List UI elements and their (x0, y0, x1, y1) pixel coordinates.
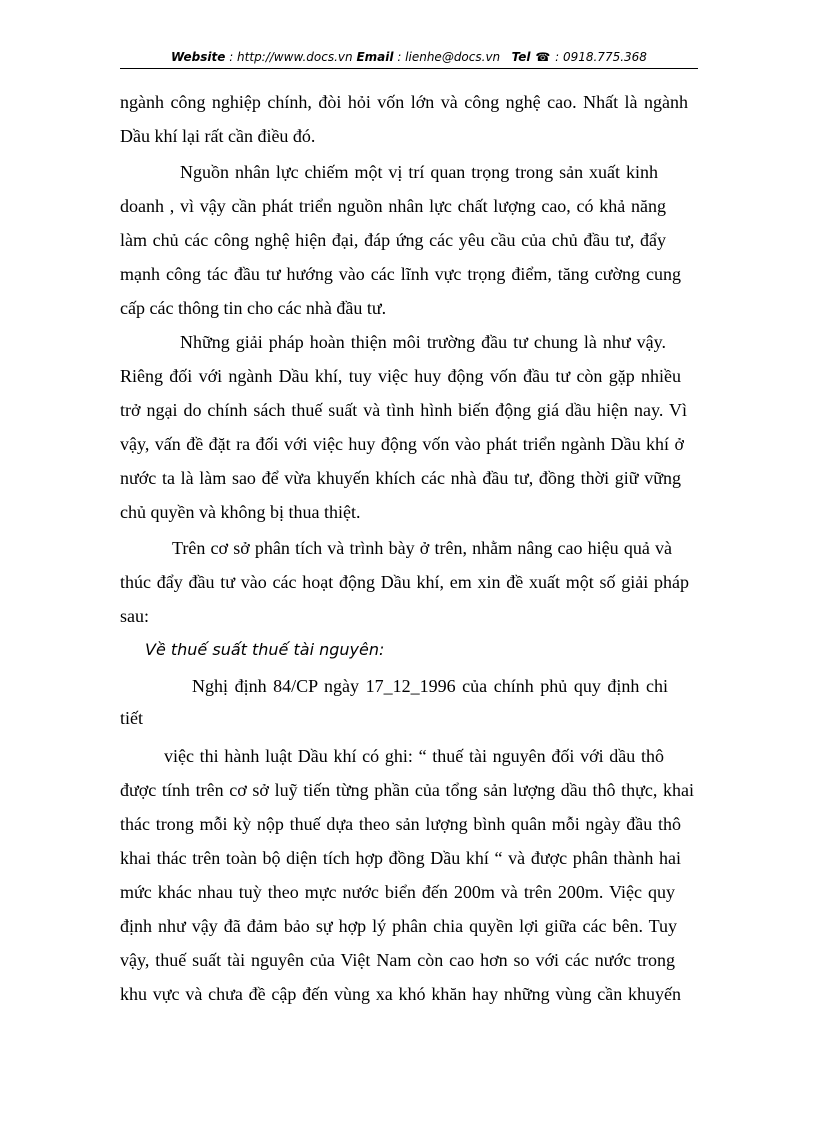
text-line: Nguồn nhân lực chiếm một vị trí quan trọng trong sản xuất kinh (180, 162, 658, 182)
text-line: thúc đẩy đầu tư vào các hoạt động Dầu khí, em xin đề xuất một số giải pháp (120, 572, 689, 592)
text-line: mức khác nhau tuỳ theo mực nước biển đến 200m và trên 200m. Việc quy (120, 882, 675, 902)
email-separator: : (393, 50, 406, 64)
text-line: Trên cơ sở phân tích và trình bày ở trên, nhằm nâng cao hiệu quả và (172, 538, 672, 558)
text-line: tiết (120, 708, 143, 728)
text-line: việc thi hành luật Dầu khí có ghi: “ thuế tài nguyên đối với dầu thô (164, 746, 664, 766)
text-line: thác trong mỗi kỳ nộp thuế dựa theo sản lượng bình quân mỗi ngày đầu thô (120, 814, 681, 834)
section-heading: Về thuế suất thuế tài nguyên: (145, 640, 385, 659)
text-line: khai thác trên toàn bộ diện tích hợp đồng Dầu khí “ và được phân thành hai (120, 848, 681, 868)
text-line: làm chủ các công nghệ hiện đại, đáp ứng các yêu cầu của chủ đầu tư, đẩy (120, 230, 666, 250)
text-line: chủ quyền và không bị thua thiệt. (120, 502, 361, 522)
website-separator: : (225, 50, 238, 64)
website-url[interactable]: http://www.docs.vn (237, 50, 353, 64)
text-line: Riêng đối với ngành Dầu khí, tuy việc huy động vốn đầu tư còn gặp nhiều (120, 366, 681, 386)
text-line: sau: (120, 606, 149, 626)
tel-label: Tel (511, 50, 531, 64)
text-line: trở ngại do chính sách thuế suất và tình hình biến động giá dầu hiện nay. Vì (120, 400, 687, 420)
text-line: Nghị định 84/CP ngày 17_12_1996 của chính phủ quy định chi (192, 676, 668, 696)
text-line: ngành công nghiệp chính, đòi hỏi vốn lớn và công nghệ cao. Nhất là ngành (120, 92, 688, 112)
text-line: Dầu khí lại rất cần điều đó. (120, 126, 316, 146)
email-label: Email (356, 50, 394, 64)
text-line: doanh , vì vậy cần phát triển nguồn nhân lực chất lượng cao, có khả năng (120, 196, 666, 216)
text-line: vậy, vấn đề đặt ra đối với việc huy động vốn vào phát triển ngành Dầu khí ở (120, 434, 684, 454)
text-line: được tính trên cơ sở luỹ tiến từng phần của tổng sản lượng dầu thô thực, khai (120, 780, 694, 800)
text-line: nước ta là làm sao để vừa khuyến khích các nhà đầu tư, đồng thời giữ vững (120, 468, 681, 488)
text-line: khu vực và chưa đề cập đến vùng xa khó khăn hay những vùng cần khuyến (120, 984, 681, 1004)
text-line: mạnh công tác đầu tư hướng vào các lĩnh vực trọng điểm, tăng cường cung (120, 264, 681, 284)
phone-icon: ☎ (535, 50, 551, 64)
tel-value: : 0918.775.368 (551, 50, 647, 64)
email-value[interactable]: lienhe@docs.vn (405, 50, 501, 64)
text-line: Những giải pháp hoàn thiện môi trường đầu tư chung là như vậy. (180, 332, 666, 352)
website-label: Website (171, 50, 226, 64)
text-line: vậy, thuế suất tài nguyên của Việt Nam còn cao hơn so với các nước trong (120, 950, 675, 970)
text-line: định như vậy đã đảm bảo sự hợp lý phân chia quyền lợi giữa các bên. Tuy (120, 916, 677, 936)
text-line: cấp các thông tin cho các nhà đầu tư. (120, 298, 387, 318)
